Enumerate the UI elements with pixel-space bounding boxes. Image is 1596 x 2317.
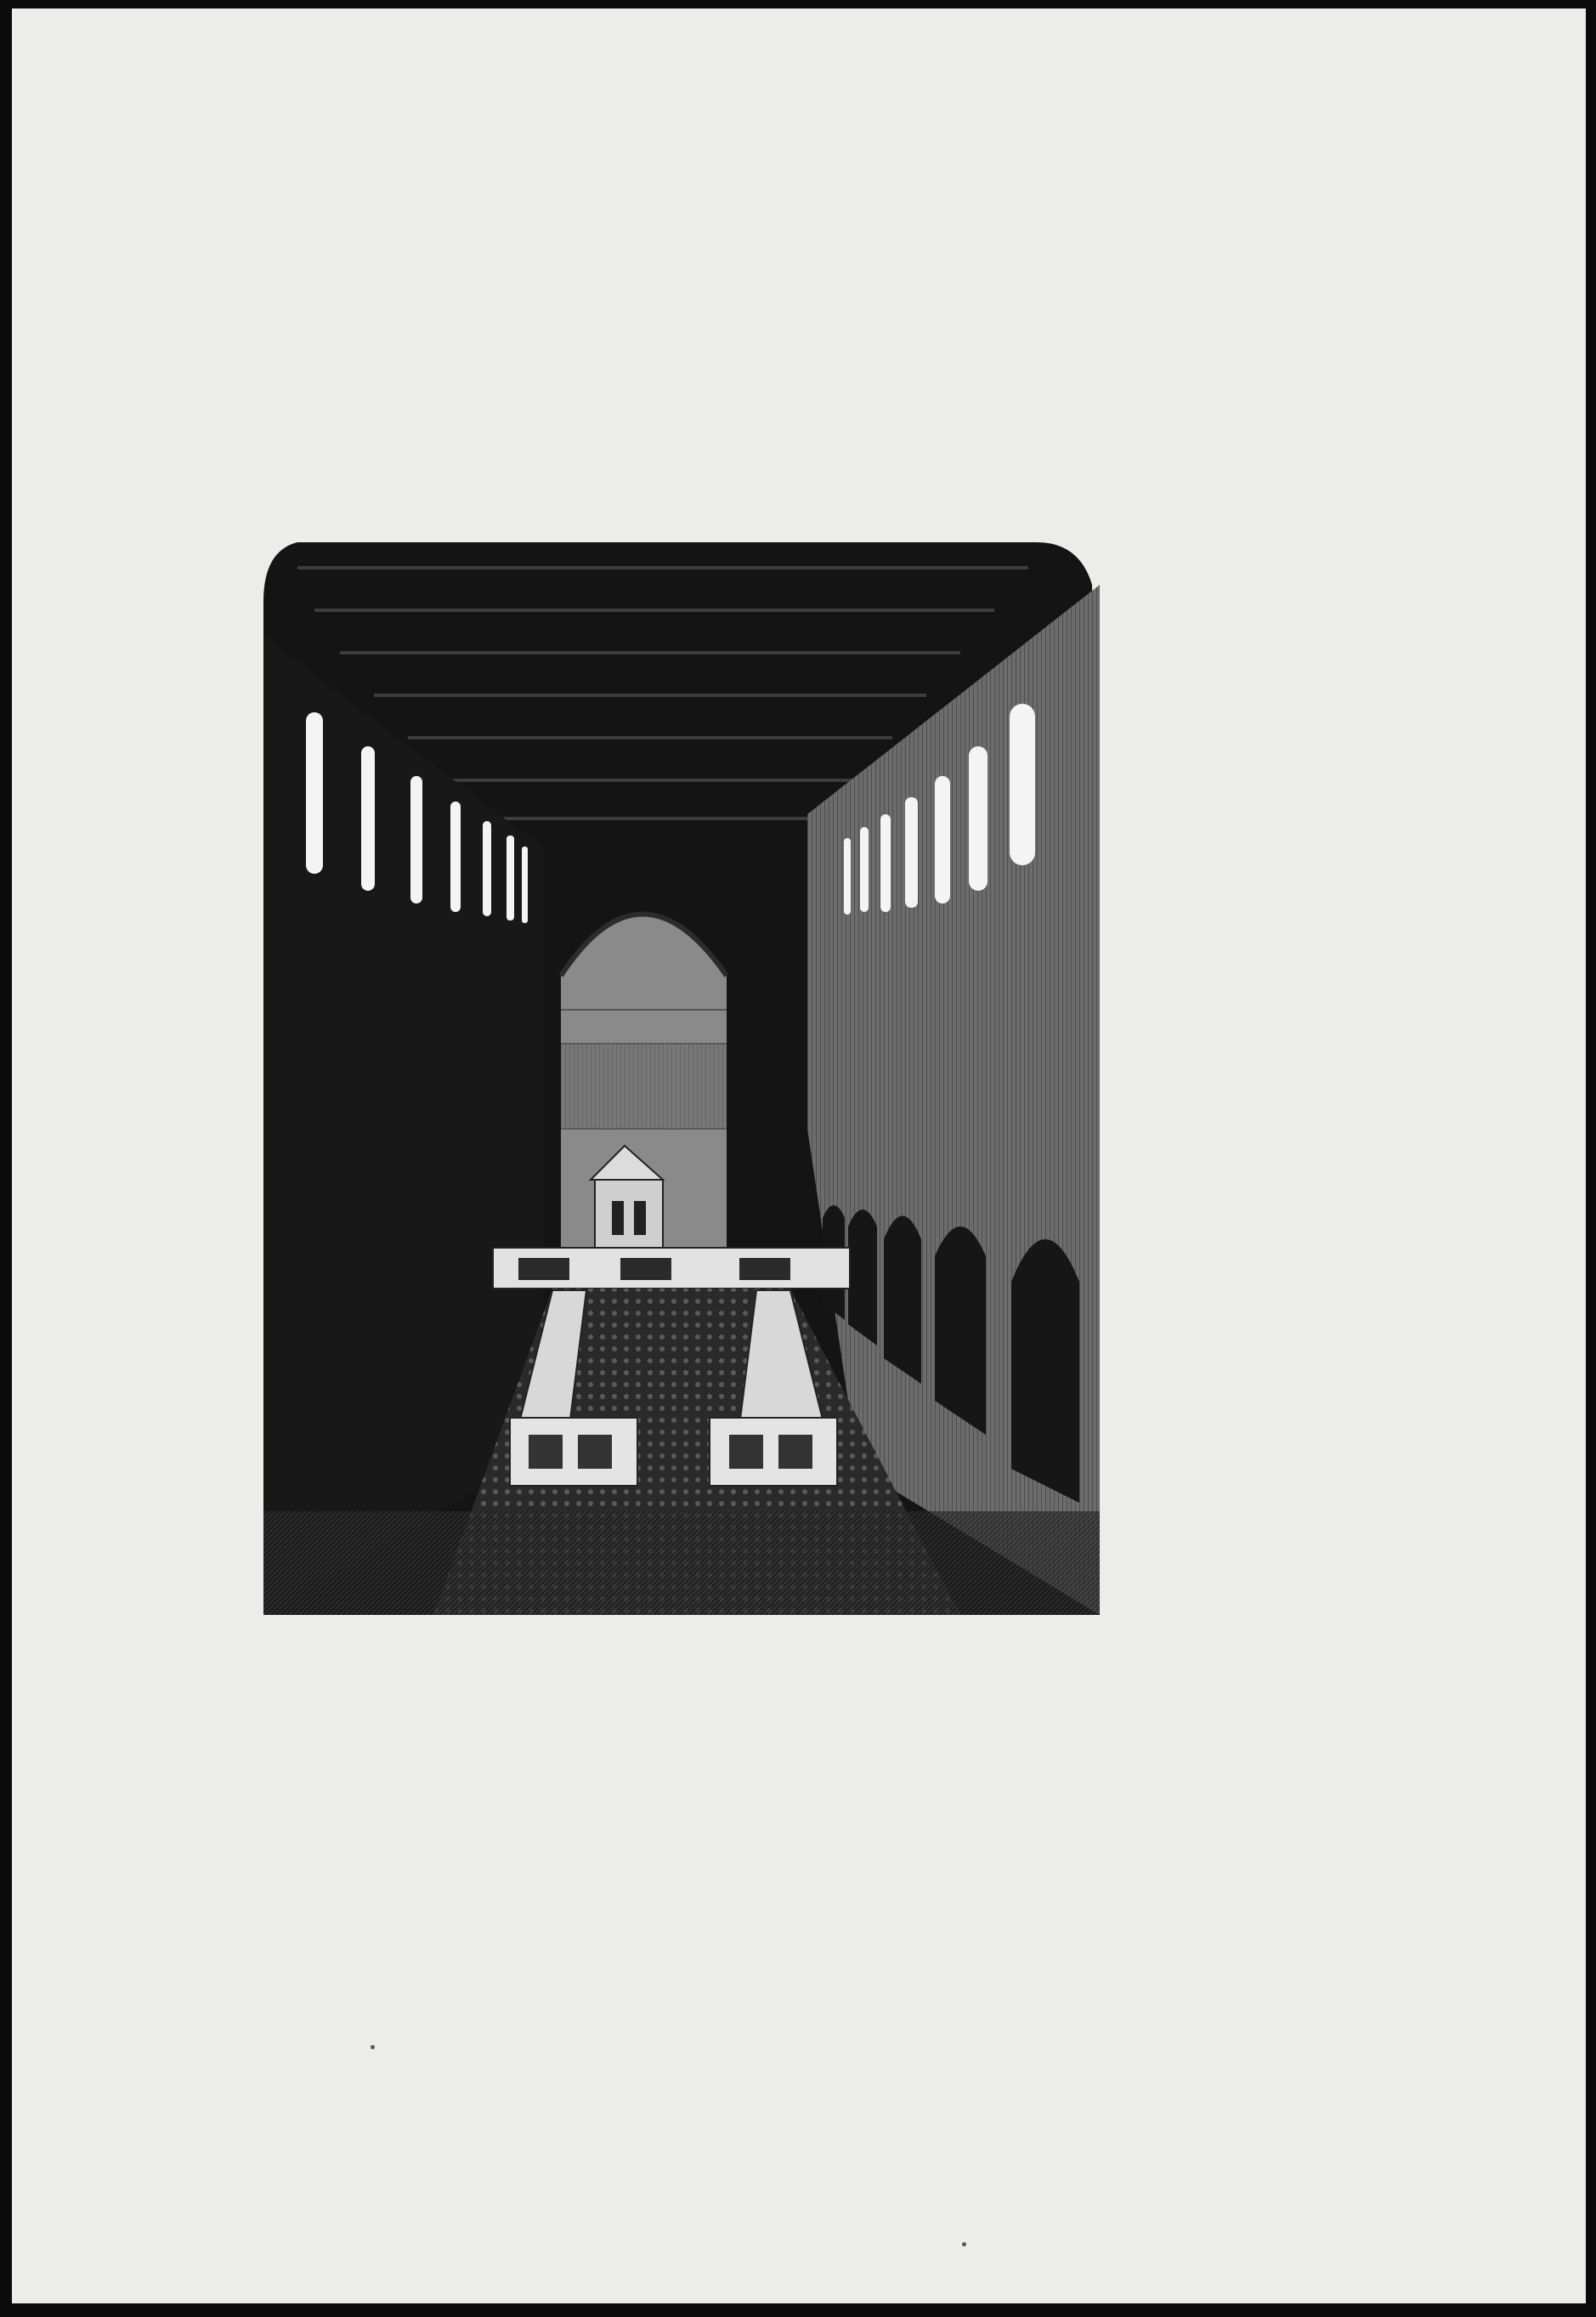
speck xyxy=(371,2045,375,2049)
basilica-engraving xyxy=(263,534,1100,1615)
speck xyxy=(962,2242,966,2246)
book-page xyxy=(12,8,1586,2303)
basilica-illustration xyxy=(263,534,1100,1615)
